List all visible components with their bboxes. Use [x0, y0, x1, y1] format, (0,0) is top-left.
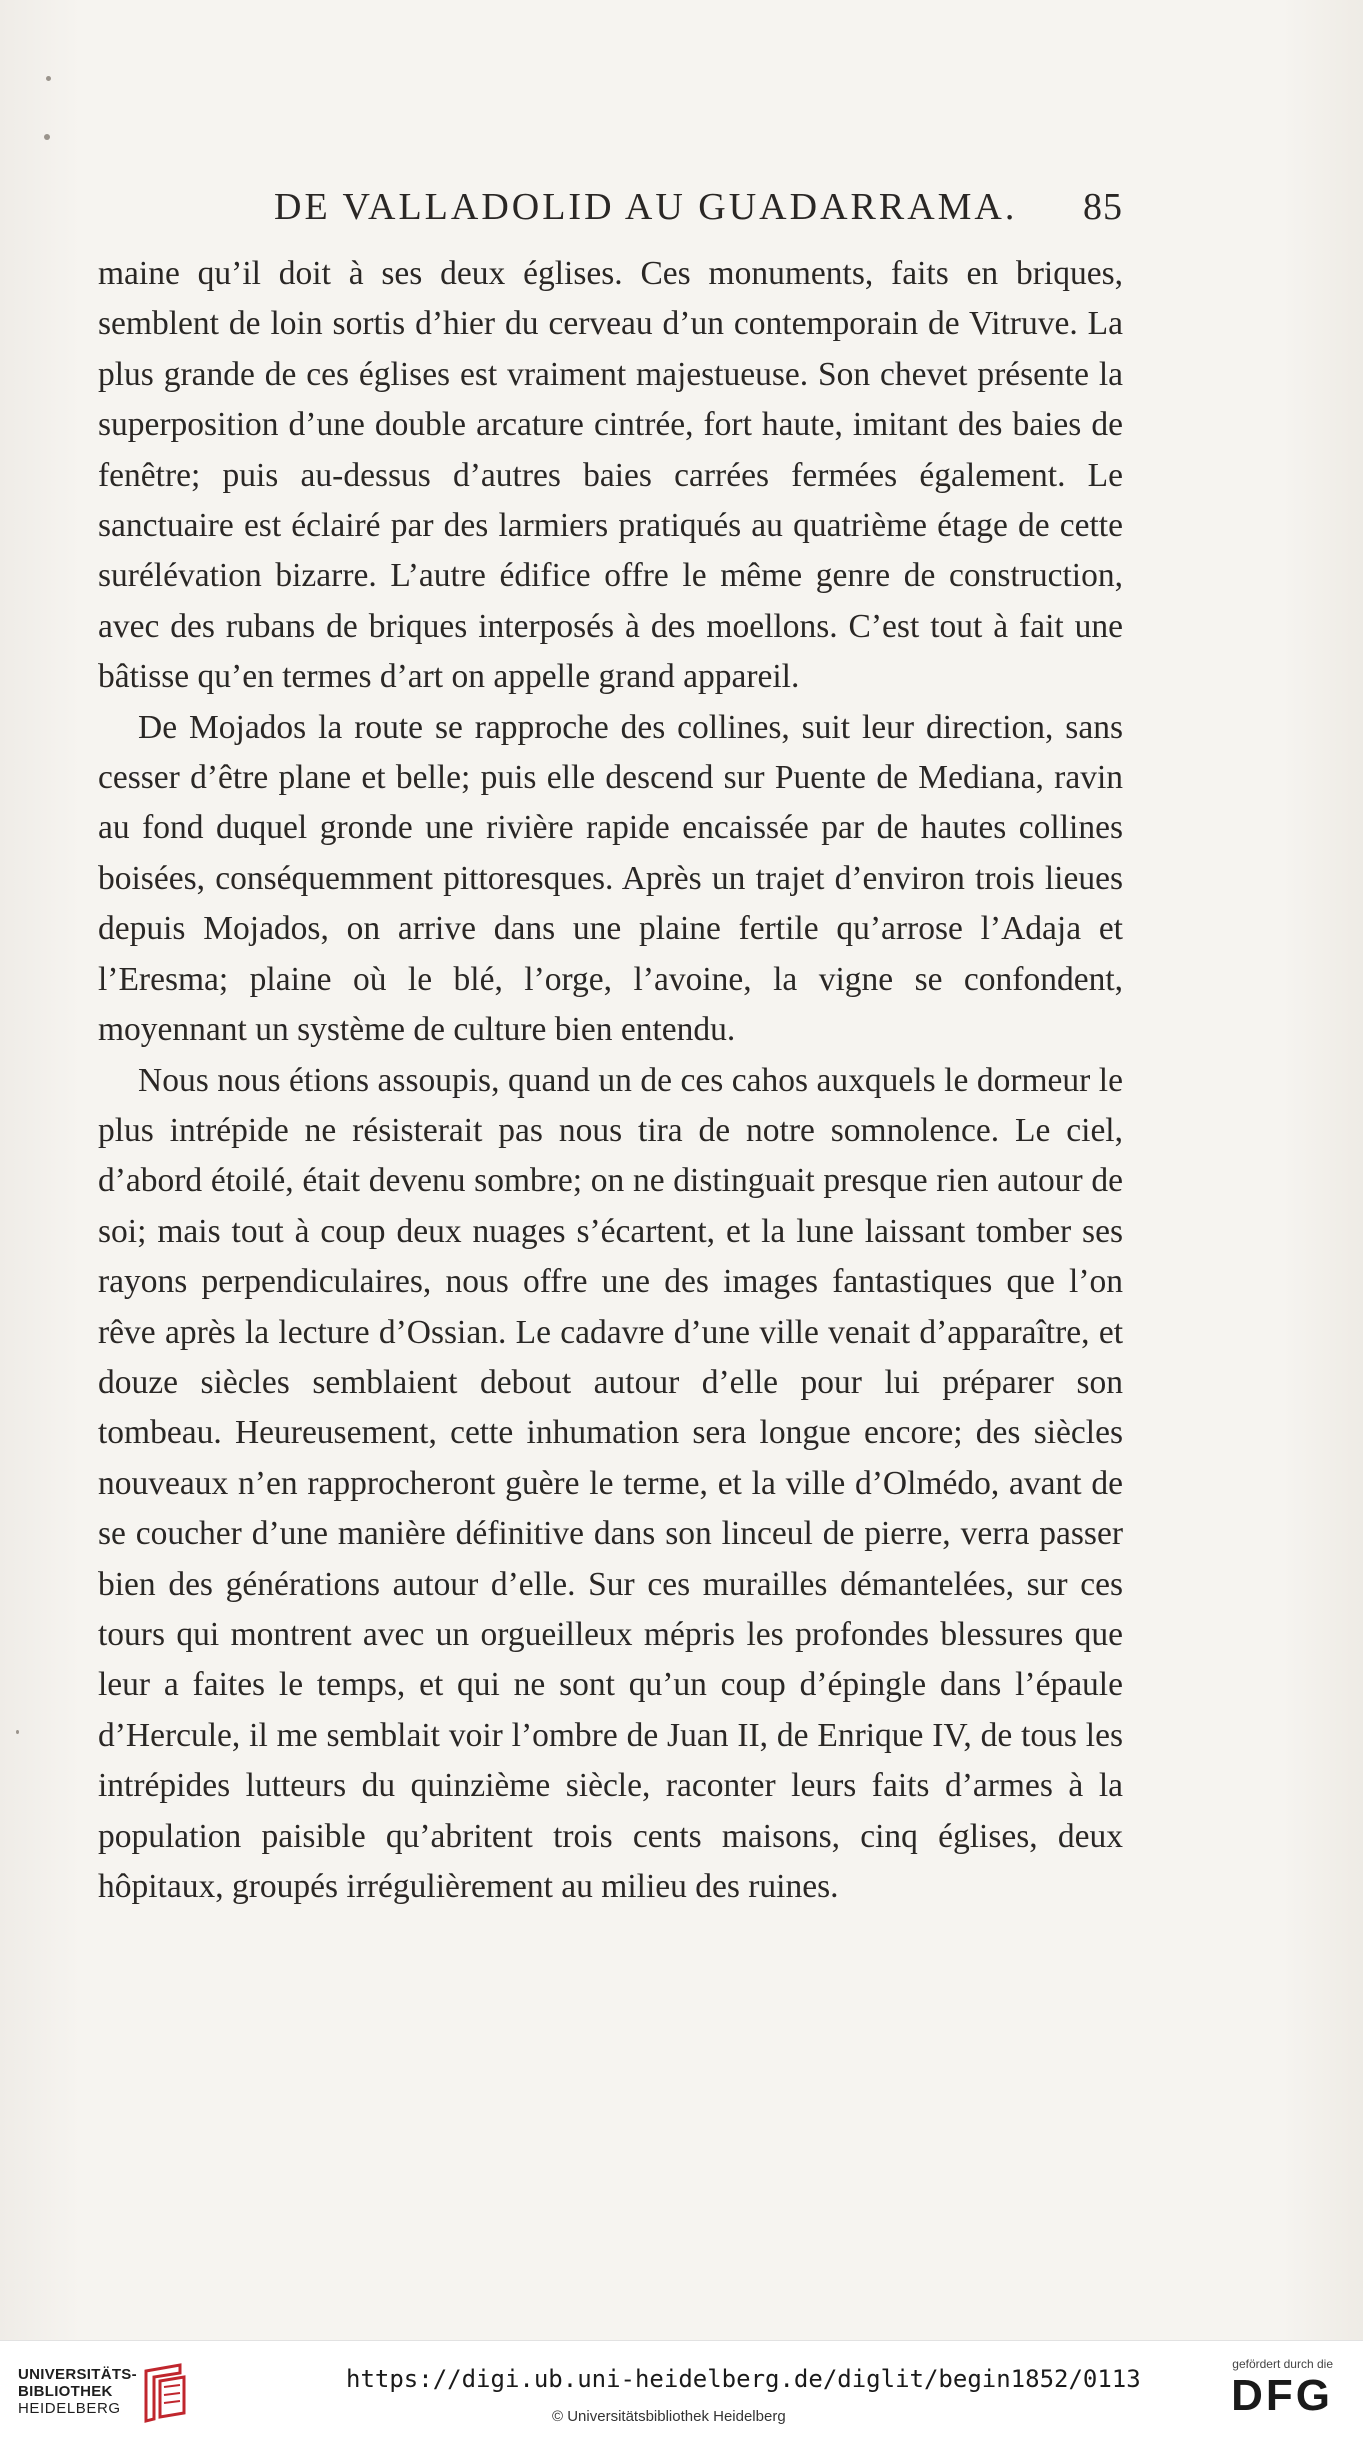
running-head-title: DE VALLADOLID AU GUADARRAMA. — [274, 186, 1018, 228]
copyright-note: © Universitätsbibliothek Heidelberg — [552, 2408, 786, 2425]
library-name — [18, 2366, 137, 2417]
paper-speck — [16, 1730, 19, 1734]
permalink-url[interactable]: https://digi.ub.uni-heidelberg.de/diglit/begin1852/0113 — [346, 2365, 1141, 2393]
body-text — [98, 249, 1123, 1912]
library-logo-icon — [140, 2363, 188, 2425]
library-name-line: UNIVERSITÄTS- — [18, 2366, 137, 2383]
paragraph: De Mojados la route se rapproche des collines, suit leur direction, sans cesser d’être plane et belle; puis elle descend sur Puente de Mediana, ravin au fond duquel gronde une rivière rapide encaissée par de hautes collines boisées, conséquemment pittoresques. Après un trajet d’environ trois lieues depuis Mojados, on arrive dans une plaine fertile qu’arrose l’Adaja et l’Eresma; plaine où le blé, l’orge, l’avoine, la vigne se confondent, moyennant un système de culture bien entendu. — [98, 708, 1123, 1049]
running-head — [98, 185, 1123, 237]
dfg-logo: DFG — [1231, 2371, 1333, 2420]
funding-credit — [1193, 2357, 1333, 2419]
library-name-line: HEIDELBERG — [18, 2400, 121, 2417]
library-name-line: BIBLIOTHEK — [18, 2383, 113, 2400]
footer-bar — [0, 2340, 1363, 2438]
funding-note: gefördert durch die — [1232, 2357, 1333, 2371]
paragraph: Nous nous étions assoupis, quand un de ces cahos auxquels le dormeur le plus intrépide ne résisterait pas nous tira de notre somnolence. Le ciel, d’abord étoilé, était devenu sombre; on ne distinguait presque rien autour de soi; mais tout à coup deux nuages s’écartent, et la lune laissant tomber ses rayons perpendiculaires, nous offre une des images fantastiques que l’on rêve après la lecture d’Ossian. Le cadavre d’une ville venait d’apparaître, et douze siècles semblaient debout autour d’elle pour lui préparer son tombeau. Heureusement, cette inhumation sera longue encore; des siècles nouveaux n’en rapprocheront guère le terme, et la ville d’Olmédo, avant de se coucher d’une manière définitive dans son linceul de pierre, verra passer bien des générations autour d’elle. Sur ces murailles démantelées, sur ces tours qui montrent avec un orgueilleux mépris les profondes blessures que leur a faites le temps, et qui ne sont qu’un coup d’épingle dans l’épaule d’Hercule, il me semblait voir l’ombre de Juan II, de Enrique IV, de tous les intrépides lutteurs du quinzième siècle, raconter leurs faits d’armes à la population paisible qu’abritent trois cents maisons, cinq églises, deux hôpitaux, groupés irrégulièrement au milieu des ruines. — [98, 1061, 1123, 1905]
page-number: 85 — [1083, 186, 1123, 228]
paper-speck — [44, 134, 50, 140]
paragraph: maine qu’il doit à ses deux églises. Ces monuments, faits en briques, semblent de loin sortis d’hier du cerveau d’un contemporain de Vitruve. La plus grande de ces églises est vraiment majestueuse. Son chevet présente la superposition d’une double arcature cintrée, fort haute, imitant des baies de fenêtre; puis au-dessus d’autres baies carrées fermées également. Le sanctuaire est éclairé par des larmiers pratiqués au quatrième étage de cette surélévation bizarre. L’autre édifice offre le même genre de construction, avec des rubans de briques interposés à des moellons. C’est tout à fait une bâtisse qu’en termes d’art on appelle grand appareil. — [98, 255, 1123, 696]
paper-speck — [46, 76, 51, 81]
